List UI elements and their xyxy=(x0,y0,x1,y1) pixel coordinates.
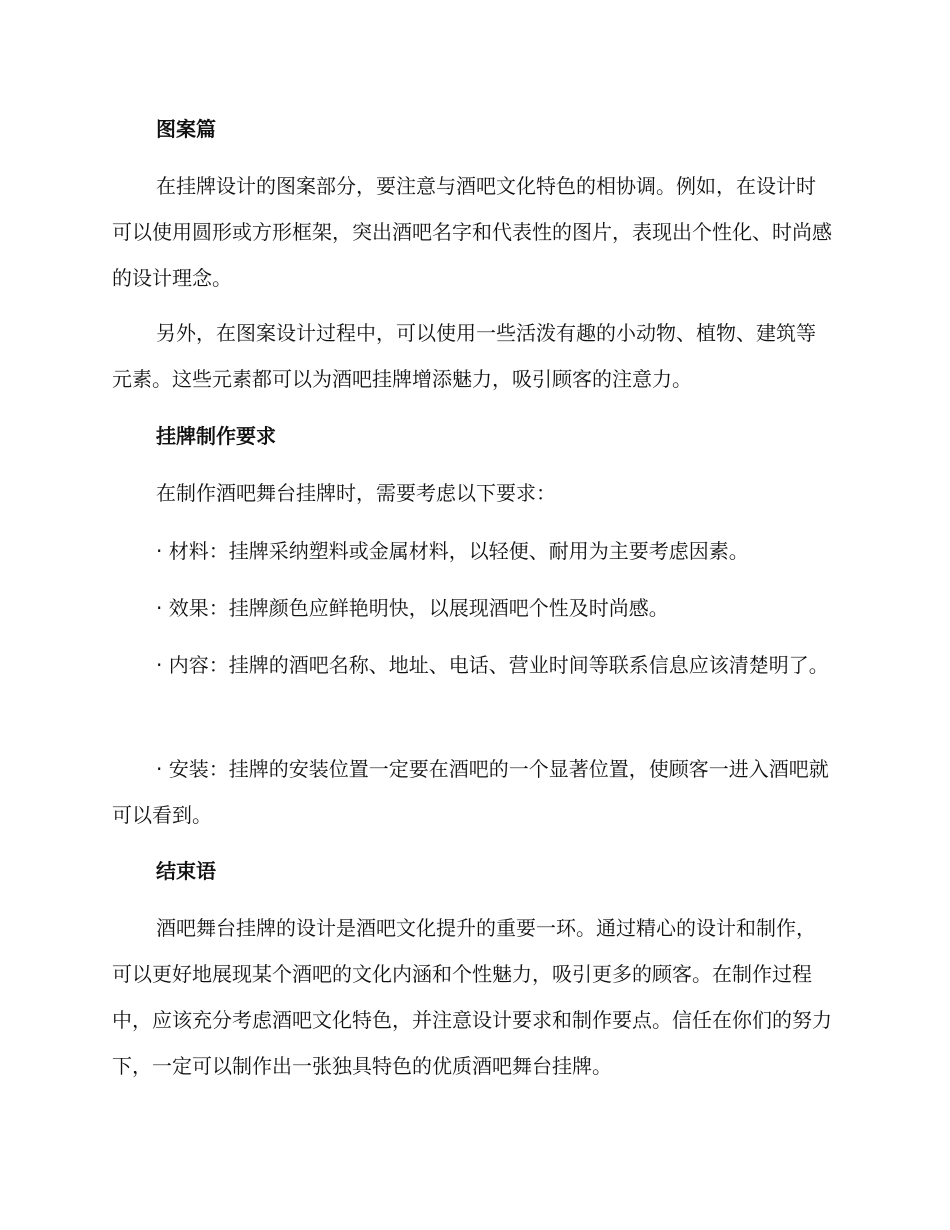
list-item-effect: · 效果：挂牌颜色应鲜艳明快，以展现酒吧个性及时尚感。 xyxy=(156,596,669,620)
list-item-material: · 材料：挂牌采纳塑料或金属材料，以轻便、耐用为主要考虑因素。 xyxy=(156,539,749,563)
paragraph-conclusion: 酒吧舞台挂牌的设计是酒吧文化提升的重要一环。通过精心的设计和制作，可以更好地展现某个酒吧的文化内涵和个性魅力，吸引更多的顾客。在制作过程中，应该充分考虑酒吧文化特色，并注意设计要求和制作要点。信任在你们的努力下，一定可以制作出一张独具特色的优质酒吧舞台挂牌。 xyxy=(112,916,832,1078)
paragraph-requirements-intro: 在制作酒吧舞台挂牌时，需要考虑以下要求： xyxy=(156,481,556,505)
section-heading-requirements: 挂牌制作要求 xyxy=(156,424,276,448)
list-item-installation: · 安装：挂牌的安装位置一定要在酒吧的一个显著位置，使顾客一进入酒吧就可以看到。 xyxy=(112,757,829,827)
section-heading-pattern: 图案篇 xyxy=(156,117,216,141)
section-heading-conclusion: 结束语 xyxy=(156,859,216,883)
list-item-content: · 内容：挂牌的酒吧名称、地址、电话、营业时间等联系信息应该清楚明了。 xyxy=(156,653,829,677)
paragraph-pattern-design: 在挂牌设计的图案部分，要注意与酒吧文化特色的相协调。例如，在设计时可以使用圆形或方形框架，突出酒吧名字和代表性的图片，表现出个性化、时尚感的设计理念。 xyxy=(112,174,832,290)
paragraph-pattern-elements: 另外，在图案设计过程中，可以使用一些活泼有趣的小动物、植物、建筑等元素。这些元素都可以为酒吧挂牌增添魅力，吸引顾客的注意力。 xyxy=(112,321,816,391)
